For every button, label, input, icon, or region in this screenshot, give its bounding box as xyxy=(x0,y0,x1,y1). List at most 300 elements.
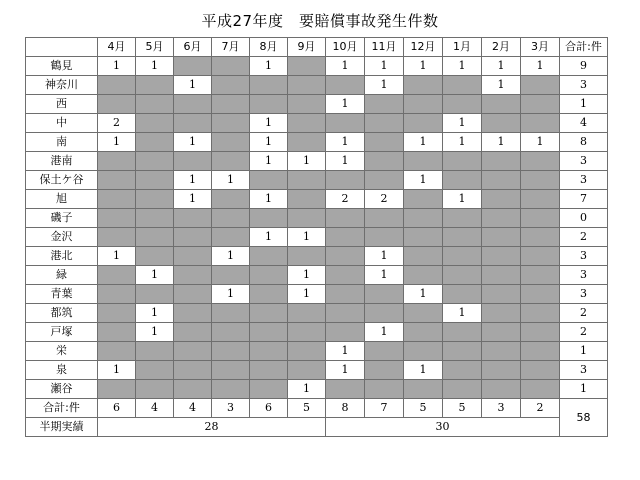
empty-cell xyxy=(212,114,250,133)
empty-cell xyxy=(98,380,136,399)
table-row xyxy=(26,285,608,304)
empty-cell xyxy=(521,342,560,361)
empty-cell xyxy=(250,171,288,190)
half-year-label: 半期実績 xyxy=(26,418,98,437)
empty-cell xyxy=(250,247,288,266)
empty-cell xyxy=(365,285,404,304)
table-row xyxy=(26,171,608,190)
empty-cell xyxy=(250,323,288,342)
count-cell: 1 xyxy=(174,133,212,152)
table-row xyxy=(26,266,608,285)
empty-cell xyxy=(482,152,521,171)
empty-cell xyxy=(250,380,288,399)
count-cell: 1 xyxy=(98,57,136,76)
row-total: 3 xyxy=(560,152,608,171)
monthly-total: 3 xyxy=(482,399,521,418)
count-cell: 1 xyxy=(365,57,404,76)
row-total: 7 xyxy=(560,190,608,209)
empty-cell xyxy=(404,152,443,171)
ward-name: 栄 xyxy=(26,342,98,361)
empty-cell xyxy=(174,114,212,133)
count-cell: 1 xyxy=(326,95,365,114)
monthly-total: 6 xyxy=(250,399,288,418)
accident-table xyxy=(25,37,608,437)
count-cell: 2 xyxy=(326,190,365,209)
count-cell: 1 xyxy=(250,228,288,247)
ward-name: 中 xyxy=(26,114,98,133)
table-row xyxy=(26,152,608,171)
empty-cell xyxy=(98,342,136,361)
empty-cell xyxy=(326,228,365,247)
empty-cell xyxy=(365,133,404,152)
ward-name: 港北 xyxy=(26,247,98,266)
ward-name: 青葉 xyxy=(26,285,98,304)
row-total: 3 xyxy=(560,247,608,266)
count-cell: 1 xyxy=(482,57,521,76)
table-row xyxy=(26,380,608,399)
empty-cell xyxy=(174,247,212,266)
count-cell: 1 xyxy=(365,266,404,285)
month-header: 2月 xyxy=(482,38,521,57)
count-cell: 1 xyxy=(98,133,136,152)
count-cell: 1 xyxy=(326,152,365,171)
empty-cell xyxy=(288,304,326,323)
empty-cell xyxy=(482,304,521,323)
empty-cell xyxy=(288,95,326,114)
count-cell: 1 xyxy=(250,152,288,171)
empty-cell xyxy=(250,285,288,304)
monthly-total: 6 xyxy=(98,399,136,418)
empty-cell xyxy=(136,228,174,247)
empty-cell xyxy=(250,266,288,285)
empty-cell xyxy=(212,342,250,361)
empty-cell xyxy=(288,247,326,266)
empty-cell xyxy=(98,266,136,285)
table-row xyxy=(26,114,608,133)
empty-cell xyxy=(136,95,174,114)
monthly-total: 3 xyxy=(212,399,250,418)
empty-cell xyxy=(404,95,443,114)
empty-cell xyxy=(365,228,404,247)
second-half-total: 30 xyxy=(326,418,560,437)
empty-cell xyxy=(174,266,212,285)
empty-cell xyxy=(136,114,174,133)
row-total: 1 xyxy=(560,95,608,114)
empty-cell xyxy=(174,342,212,361)
empty-cell xyxy=(521,76,560,95)
empty-cell xyxy=(365,342,404,361)
ward-name: 緑 xyxy=(26,266,98,285)
empty-cell xyxy=(98,209,136,228)
empty-cell xyxy=(443,285,482,304)
empty-cell xyxy=(404,209,443,228)
empty-cell xyxy=(174,228,212,247)
empty-cell xyxy=(482,323,521,342)
row-total: 3 xyxy=(560,171,608,190)
empty-cell xyxy=(482,171,521,190)
count-cell: 1 xyxy=(443,114,482,133)
empty-cell xyxy=(136,247,174,266)
empty-cell xyxy=(288,342,326,361)
count-cell: 1 xyxy=(365,76,404,95)
empty-cell xyxy=(136,380,174,399)
count-cell: 1 xyxy=(443,133,482,152)
row-total: 1 xyxy=(560,380,608,399)
count-cell: 1 xyxy=(365,247,404,266)
ward-name: 南 xyxy=(26,133,98,152)
empty-cell xyxy=(98,285,136,304)
count-cell: 1 xyxy=(404,171,443,190)
empty-cell xyxy=(404,304,443,323)
empty-cell xyxy=(174,304,212,323)
empty-cell xyxy=(174,209,212,228)
ward-name: 戸塚 xyxy=(26,323,98,342)
month-header: 11月 xyxy=(365,38,404,57)
empty-cell xyxy=(212,323,250,342)
count-cell: 1 xyxy=(136,57,174,76)
empty-cell xyxy=(174,380,212,399)
empty-cell xyxy=(288,57,326,76)
empty-cell xyxy=(482,380,521,399)
table-row xyxy=(26,361,608,380)
empty-cell xyxy=(326,266,365,285)
empty-cell xyxy=(365,95,404,114)
empty-cell xyxy=(482,209,521,228)
empty-cell xyxy=(174,361,212,380)
empty-cell xyxy=(98,152,136,171)
month-header: 7月 xyxy=(212,38,250,57)
empty-cell xyxy=(288,361,326,380)
empty-cell xyxy=(326,285,365,304)
empty-cell xyxy=(404,342,443,361)
table-row xyxy=(26,209,608,228)
ward-name: 泉 xyxy=(26,361,98,380)
empty-cell xyxy=(212,304,250,323)
count-cell: 1 xyxy=(288,266,326,285)
table-row xyxy=(26,323,608,342)
month-header: 8月 xyxy=(250,38,288,57)
empty-cell xyxy=(521,380,560,399)
empty-cell xyxy=(98,228,136,247)
month-header: 6月 xyxy=(174,38,212,57)
empty-cell xyxy=(365,152,404,171)
empty-cell xyxy=(443,266,482,285)
empty-cell xyxy=(404,323,443,342)
count-cell: 1 xyxy=(404,361,443,380)
empty-cell xyxy=(404,247,443,266)
empty-cell xyxy=(174,285,212,304)
count-cell: 1 xyxy=(250,114,288,133)
empty-cell xyxy=(521,209,560,228)
table-row xyxy=(26,133,608,152)
grand-total: 58 xyxy=(560,399,608,437)
empty-cell xyxy=(288,190,326,209)
empty-cell xyxy=(212,228,250,247)
month-header: 10月 xyxy=(326,38,365,57)
empty-cell xyxy=(250,342,288,361)
month-header: 5月 xyxy=(136,38,174,57)
count-cell: 1 xyxy=(250,133,288,152)
empty-cell xyxy=(482,95,521,114)
count-cell: 1 xyxy=(326,57,365,76)
empty-cell xyxy=(365,171,404,190)
empty-cell xyxy=(365,114,404,133)
count-cell: 1 xyxy=(443,57,482,76)
count-cell: 1 xyxy=(288,380,326,399)
empty-cell xyxy=(404,76,443,95)
ward-name: 都筑 xyxy=(26,304,98,323)
empty-cell xyxy=(212,133,250,152)
empty-cell xyxy=(365,304,404,323)
empty-cell xyxy=(136,152,174,171)
page-title: 平成27年度 要賠償事故発生件数 xyxy=(201,12,439,30)
ward-name: 瀬谷 xyxy=(26,380,98,399)
monthly-total: 5 xyxy=(443,399,482,418)
table-row xyxy=(26,57,608,76)
count-cell: 1 xyxy=(174,171,212,190)
empty-cell xyxy=(212,57,250,76)
empty-cell xyxy=(212,266,250,285)
empty-cell xyxy=(288,133,326,152)
empty-cell xyxy=(288,114,326,133)
empty-cell xyxy=(404,114,443,133)
first-half-total: 28 xyxy=(98,418,326,437)
empty-cell xyxy=(443,152,482,171)
empty-cell xyxy=(521,95,560,114)
empty-cell xyxy=(136,361,174,380)
empty-cell xyxy=(521,323,560,342)
empty-cell xyxy=(443,228,482,247)
count-cell: 1 xyxy=(136,304,174,323)
empty-cell xyxy=(404,190,443,209)
monthly-total: 5 xyxy=(288,399,326,418)
empty-cell xyxy=(365,209,404,228)
count-cell: 1 xyxy=(521,133,560,152)
count-cell: 1 xyxy=(174,190,212,209)
empty-cell xyxy=(521,190,560,209)
monthly-total: 7 xyxy=(365,399,404,418)
month-header: 9月 xyxy=(288,38,326,57)
empty-cell xyxy=(98,190,136,209)
row-total: 2 xyxy=(560,304,608,323)
empty-cell xyxy=(521,266,560,285)
ward-name: 金沢 xyxy=(26,228,98,247)
empty-cell xyxy=(365,380,404,399)
empty-cell xyxy=(98,323,136,342)
empty-cell xyxy=(326,76,365,95)
empty-cell xyxy=(136,209,174,228)
count-cell: 1 xyxy=(404,57,443,76)
empty-cell xyxy=(404,380,443,399)
count-cell: 1 xyxy=(326,342,365,361)
empty-cell xyxy=(443,323,482,342)
ward-name: 鶴見 xyxy=(26,57,98,76)
ward-name: 磯子 xyxy=(26,209,98,228)
empty-cell xyxy=(250,76,288,95)
count-cell: 1 xyxy=(521,57,560,76)
empty-cell xyxy=(250,361,288,380)
table-row xyxy=(26,228,608,247)
count-cell: 1 xyxy=(174,76,212,95)
count-cell: 1 xyxy=(443,190,482,209)
empty-cell xyxy=(288,209,326,228)
ward-name: 旭 xyxy=(26,190,98,209)
count-cell: 1 xyxy=(212,285,250,304)
count-cell: 1 xyxy=(250,57,288,76)
empty-cell xyxy=(136,342,174,361)
empty-cell xyxy=(521,152,560,171)
row-total: 2 xyxy=(560,228,608,247)
empty-cell xyxy=(443,342,482,361)
row-total: 3 xyxy=(560,285,608,304)
count-cell: 2 xyxy=(365,190,404,209)
count-cell: 1 xyxy=(365,323,404,342)
empty-cell xyxy=(482,247,521,266)
empty-cell xyxy=(521,361,560,380)
month-header: 4月 xyxy=(98,38,136,57)
ward-name: 西 xyxy=(26,95,98,114)
empty-cell xyxy=(136,285,174,304)
empty-cell xyxy=(443,95,482,114)
empty-cell xyxy=(482,342,521,361)
count-cell: 1 xyxy=(404,133,443,152)
count-cell: 1 xyxy=(212,171,250,190)
count-cell: 1 xyxy=(482,76,521,95)
ward-name: 港南 xyxy=(26,152,98,171)
count-cell: 2 xyxy=(98,114,136,133)
count-cell: 1 xyxy=(288,228,326,247)
count-cell: 1 xyxy=(98,361,136,380)
header-row xyxy=(26,38,608,57)
empty-cell xyxy=(288,76,326,95)
empty-cell xyxy=(212,95,250,114)
empty-cell xyxy=(136,133,174,152)
empty-cell xyxy=(98,171,136,190)
empty-cell xyxy=(326,114,365,133)
empty-cell xyxy=(443,380,482,399)
ward-name: 保土ケ谷 xyxy=(26,171,98,190)
empty-cell xyxy=(404,228,443,247)
monthly-totals-label: 合計:件 xyxy=(26,399,98,418)
month-header: 3月 xyxy=(521,38,560,57)
row-total: 2 xyxy=(560,323,608,342)
count-cell: 1 xyxy=(288,285,326,304)
row-total: 9 xyxy=(560,57,608,76)
empty-cell xyxy=(98,76,136,95)
empty-cell xyxy=(482,266,521,285)
table-row xyxy=(26,76,608,95)
empty-cell xyxy=(443,247,482,266)
empty-cell xyxy=(482,114,521,133)
empty-cell xyxy=(212,152,250,171)
table-row xyxy=(26,304,608,323)
empty-cell xyxy=(326,380,365,399)
empty-cell xyxy=(521,114,560,133)
empty-cell xyxy=(443,209,482,228)
count-cell: 1 xyxy=(326,133,365,152)
count-cell: 1 xyxy=(136,323,174,342)
empty-cell xyxy=(482,190,521,209)
empty-cell xyxy=(212,209,250,228)
empty-cell xyxy=(404,266,443,285)
row-total: 0 xyxy=(560,209,608,228)
total-header: 合計:件 xyxy=(560,38,608,57)
monthly-total: 2 xyxy=(521,399,560,418)
table-row xyxy=(26,342,608,361)
empty-cell xyxy=(136,76,174,95)
empty-cell xyxy=(326,171,365,190)
empty-cell xyxy=(136,171,174,190)
table-row xyxy=(26,247,608,266)
monthly-total: 4 xyxy=(174,399,212,418)
empty-cell xyxy=(288,323,326,342)
empty-cell xyxy=(326,304,365,323)
empty-cell xyxy=(212,190,250,209)
empty-cell xyxy=(326,323,365,342)
row-total: 3 xyxy=(560,76,608,95)
row-total: 1 xyxy=(560,342,608,361)
count-cell: 1 xyxy=(288,152,326,171)
corner-cell xyxy=(26,38,98,57)
empty-cell xyxy=(212,361,250,380)
empty-cell xyxy=(136,190,174,209)
empty-cell xyxy=(174,152,212,171)
empty-cell xyxy=(521,285,560,304)
count-cell: 1 xyxy=(443,304,482,323)
ward-name: 神奈川 xyxy=(26,76,98,95)
empty-cell xyxy=(482,361,521,380)
empty-cell xyxy=(482,228,521,247)
empty-cell xyxy=(521,228,560,247)
empty-cell xyxy=(443,171,482,190)
empty-cell xyxy=(288,171,326,190)
count-cell: 1 xyxy=(136,266,174,285)
empty-cell xyxy=(443,76,482,95)
table-row xyxy=(26,95,608,114)
empty-cell xyxy=(212,380,250,399)
empty-cell xyxy=(250,95,288,114)
empty-cell xyxy=(443,361,482,380)
empty-cell xyxy=(174,323,212,342)
monthly-totals-row xyxy=(26,399,608,418)
half-year-row xyxy=(26,418,608,437)
empty-cell xyxy=(326,209,365,228)
monthly-total: 8 xyxy=(326,399,365,418)
row-total: 3 xyxy=(560,266,608,285)
table-row xyxy=(26,190,608,209)
row-total: 8 xyxy=(560,133,608,152)
empty-cell xyxy=(174,95,212,114)
empty-cell xyxy=(98,304,136,323)
row-total: 4 xyxy=(560,114,608,133)
monthly-total: 4 xyxy=(136,399,174,418)
empty-cell xyxy=(482,285,521,304)
count-cell: 1 xyxy=(404,285,443,304)
count-cell: 1 xyxy=(326,361,365,380)
count-cell: 1 xyxy=(482,133,521,152)
count-cell: 1 xyxy=(212,247,250,266)
empty-cell xyxy=(212,76,250,95)
empty-cell xyxy=(98,95,136,114)
empty-cell xyxy=(250,209,288,228)
count-cell: 1 xyxy=(250,190,288,209)
count-cell: 1 xyxy=(98,247,136,266)
monthly-total: 5 xyxy=(404,399,443,418)
empty-cell xyxy=(521,171,560,190)
empty-cell xyxy=(174,57,212,76)
empty-cell xyxy=(365,361,404,380)
empty-cell xyxy=(521,304,560,323)
